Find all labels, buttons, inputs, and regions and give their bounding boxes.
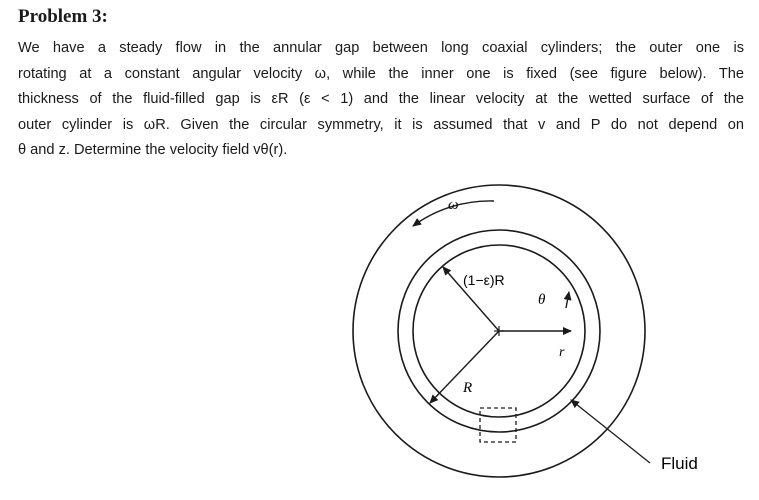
statement-line-4: outer cylinder is ωR. Given the circular symmetry, it is assumed that v and P do not depend on [18,116,744,133]
statement-line-2: rotating at a constant angular velocity ω, while the inner one is fixed (see figure below). The [18,65,744,82]
omega-label: ω [448,197,459,213]
statement-line-1: We have a steady flow in the annular gap between long coaxial cylinders; the outer one is [18,40,744,56]
statement-line-3: thickness of the fluid-filled gap is εR (ε < 1) and the linear velocity at the wetted surface of the [18,91,744,108]
control-volume-box [480,408,516,442]
r-label: r [559,345,565,360]
fluid-pointer-arrow [571,400,650,463]
statement-line-5: θ and z. Determine the velocity field vθ(r). [18,142,288,159]
inner-radius-label: (1−ε)R [463,272,505,288]
theta-arrow [566,292,569,308]
fluid-label: Fluid [661,454,698,473]
theta-label: θ [538,292,546,308]
problem-title: Problem 3: [18,6,108,27]
outer-radius-label: R [463,380,473,396]
